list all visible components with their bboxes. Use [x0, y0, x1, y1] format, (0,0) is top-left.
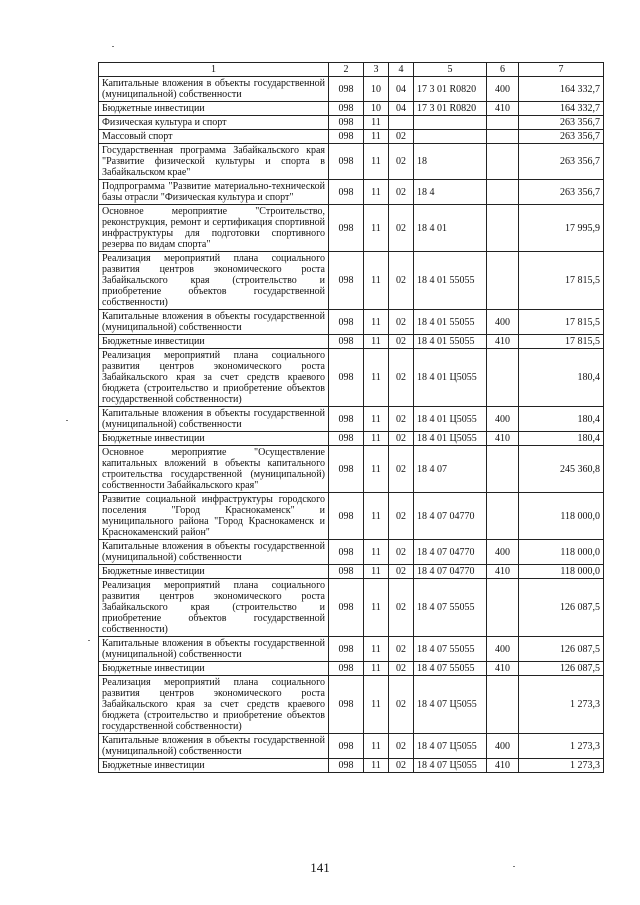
row-subsection-cell	[389, 116, 414, 130]
table-row	[99, 407, 604, 432]
row-expense-type-cell	[487, 205, 519, 252]
row-name-cell: Массовый спорт	[99, 130, 329, 144]
row-section-cell: 11	[364, 446, 389, 493]
row-name-cell: Капитальные вложения в объекты государственной (муниципальной) собственности	[99, 407, 329, 432]
table-row	[99, 205, 604, 252]
row-sum-cell: 126 087,5	[519, 579, 604, 637]
table-row	[99, 116, 604, 130]
row-target-code-cell: 18 4	[414, 180, 487, 205]
row-sum-cell: 17 815,5	[519, 335, 604, 349]
row-expense-type-cell: 410	[487, 759, 519, 773]
table-row	[99, 637, 604, 662]
row-grbs-cell: 098	[329, 579, 364, 637]
row-expense-type-cell	[487, 676, 519, 734]
row-section-cell: 11	[364, 565, 389, 579]
row-target-code-cell: 17 3 01 R0820	[414, 102, 487, 116]
table-row	[99, 335, 604, 349]
row-subsection-cell: 02	[389, 349, 414, 407]
row-name-cell: Реализация мероприятий плана социального развития центров экономического роста Забайкальского края за счет средств краевого бюджета (строительство и приобретение объектов государственной собственности)	[99, 676, 329, 734]
table-row	[99, 565, 604, 579]
row-target-code-cell: 18 4 07 04770	[414, 540, 487, 565]
row-grbs-cell: 098	[329, 116, 364, 130]
table-header-row	[99, 63, 604, 77]
table-row	[99, 579, 604, 637]
row-name-cell: Подпрограмма "Развитие материально-технической базы отрасли "Физическая культура и спорт"	[99, 180, 329, 205]
row-subsection-cell: 02	[389, 335, 414, 349]
row-name-cell: Реализация мероприятий плана социального развития центров экономического роста Забайкальского края (строительство и приобретение объектов государственной собственности)	[99, 252, 329, 310]
row-name-cell: Бюджетные инвестиции	[99, 565, 329, 579]
table-row	[99, 252, 604, 310]
row-name-cell: Реализация мероприятий плана социального развития центров экономического роста Забайкальского края (строительство и приобретение объектов государственной собственности)	[99, 579, 329, 637]
row-section-cell: 11	[364, 637, 389, 662]
row-sum-cell: 245 360,8	[519, 446, 604, 493]
row-section-cell: 11	[364, 335, 389, 349]
table-row	[99, 349, 604, 407]
row-section-cell: 11	[364, 205, 389, 252]
row-expense-type-cell: 400	[487, 637, 519, 662]
row-section-cell: 11	[364, 432, 389, 446]
row-sum-cell: 164 332,7	[519, 77, 604, 102]
scan-speck	[112, 46, 114, 47]
row-name-cell: Капитальные вложения в объекты государственной (муниципальной) собственности	[99, 540, 329, 565]
table-row	[99, 432, 604, 446]
row-grbs-cell: 098	[329, 180, 364, 205]
header-cell: 3	[364, 63, 389, 77]
row-grbs-cell: 098	[329, 446, 364, 493]
budget-table	[98, 62, 604, 773]
row-expense-type-cell	[487, 180, 519, 205]
row-subsection-cell: 02	[389, 205, 414, 252]
row-name-cell: Бюджетные инвестиции	[99, 335, 329, 349]
table-row	[99, 77, 604, 102]
row-target-code-cell: 18 4 01 55055	[414, 252, 487, 310]
row-name-cell: Основное мероприятие "Строительство, реконструкция, ремонт и сертификация спортивной инфраструктуры для подготовки спортивного резерва по видам спорта"	[99, 205, 329, 252]
row-name-cell: Бюджетные инвестиции	[99, 759, 329, 773]
table-row	[99, 180, 604, 205]
row-grbs-cell: 098	[329, 734, 364, 759]
row-target-code-cell: 18	[414, 144, 487, 180]
row-subsection-cell: 02	[389, 432, 414, 446]
table-row	[99, 130, 604, 144]
row-name-cell: Физическая культура и спорт	[99, 116, 329, 130]
row-subsection-cell: 02	[389, 579, 414, 637]
row-grbs-cell: 098	[329, 335, 364, 349]
row-section-cell: 11	[364, 116, 389, 130]
table-row	[99, 102, 604, 116]
row-target-code-cell: 18 4 01 Ц5055	[414, 432, 487, 446]
row-expense-type-cell: 410	[487, 432, 519, 446]
row-name-cell: Развитие социальной инфраструктуры городского поселения "Город Краснокаменск" и муниципального района "Город Краснокаменск и Краснокаменский район"	[99, 493, 329, 540]
row-sum-cell: 180,4	[519, 432, 604, 446]
row-target-code-cell: 18 4 07 55055	[414, 662, 487, 676]
row-section-cell: 11	[364, 349, 389, 407]
row-target-code-cell: 18 4 07 04770	[414, 493, 487, 540]
row-expense-type-cell	[487, 446, 519, 493]
row-sum-cell: 164 332,7	[519, 102, 604, 116]
row-target-code-cell: 18 4 07	[414, 446, 487, 493]
row-section-cell: 11	[364, 540, 389, 565]
row-target-code-cell: 18 4 01 55055	[414, 310, 487, 335]
row-name-cell: Капитальные вложения в объекты государственной (муниципальной) собственности	[99, 734, 329, 759]
row-expense-type-cell	[487, 252, 519, 310]
row-target-code-cell: 18 4 07 55055	[414, 579, 487, 637]
row-section-cell: 11	[364, 493, 389, 540]
row-subsection-cell: 02	[389, 637, 414, 662]
row-expense-type-cell: 410	[487, 565, 519, 579]
row-name-cell: Реализация мероприятий плана социального развития центров экономического роста Забайкальского края за счет средств краевого бюджета (строительство и приобретение объектов государственной собственности)	[99, 349, 329, 407]
row-name-cell: Бюджетные инвестиции	[99, 662, 329, 676]
row-section-cell: 11	[364, 759, 389, 773]
row-grbs-cell: 098	[329, 77, 364, 102]
row-subsection-cell: 02	[389, 407, 414, 432]
header-cell: 2	[329, 63, 364, 77]
row-grbs-cell: 098	[329, 310, 364, 335]
row-section-cell: 11	[364, 676, 389, 734]
table-row	[99, 493, 604, 540]
header-cell: 4	[389, 63, 414, 77]
row-sum-cell: 1 273,3	[519, 676, 604, 734]
row-target-code-cell: 18 4 07 Ц5055	[414, 734, 487, 759]
row-expense-type-cell: 400	[487, 734, 519, 759]
row-sum-cell: 263 356,7	[519, 116, 604, 130]
row-name-cell: Капитальные вложения в объекты государственной (муниципальной) собственности	[99, 310, 329, 335]
row-sum-cell: 17 995,9	[519, 205, 604, 252]
row-grbs-cell: 098	[329, 493, 364, 540]
row-sum-cell: 17 815,5	[519, 310, 604, 335]
row-section-cell: 11	[364, 579, 389, 637]
row-expense-type-cell: 400	[487, 310, 519, 335]
row-expense-type-cell: 400	[487, 77, 519, 102]
row-sum-cell: 263 356,7	[519, 144, 604, 180]
table-row	[99, 662, 604, 676]
row-grbs-cell: 098	[329, 759, 364, 773]
row-sum-cell: 180,4	[519, 407, 604, 432]
row-target-code-cell: 18 4 01 Ц5055	[414, 349, 487, 407]
row-sum-cell: 180,4	[519, 349, 604, 407]
header-cell: 7	[519, 63, 604, 77]
row-subsection-cell: 02	[389, 252, 414, 310]
row-sum-cell: 1 273,3	[519, 759, 604, 773]
row-target-code-cell	[414, 130, 487, 144]
row-target-code-cell	[414, 116, 487, 130]
row-sum-cell: 118 000,0	[519, 493, 604, 540]
row-grbs-cell: 098	[329, 205, 364, 252]
row-sum-cell: 118 000,0	[519, 565, 604, 579]
row-target-code-cell: 18 4 07 04770	[414, 565, 487, 579]
row-sum-cell: 263 356,7	[519, 130, 604, 144]
row-expense-type-cell: 400	[487, 540, 519, 565]
row-grbs-cell: 098	[329, 407, 364, 432]
row-subsection-cell: 02	[389, 144, 414, 180]
row-name-cell: Бюджетные инвестиции	[99, 432, 329, 446]
row-sum-cell: 17 815,5	[519, 252, 604, 310]
row-section-cell: 11	[364, 144, 389, 180]
table-row	[99, 446, 604, 493]
row-expense-type-cell: 410	[487, 662, 519, 676]
header-cell: 5	[414, 63, 487, 77]
row-subsection-cell: 02	[389, 180, 414, 205]
row-subsection-cell: 04	[389, 102, 414, 116]
row-expense-type-cell: 410	[487, 335, 519, 349]
row-expense-type-cell	[487, 144, 519, 180]
row-section-cell: 11	[364, 252, 389, 310]
table-row	[99, 734, 604, 759]
row-grbs-cell: 098	[329, 540, 364, 565]
row-grbs-cell: 098	[329, 102, 364, 116]
row-grbs-cell: 098	[329, 144, 364, 180]
header-cell: 1	[99, 63, 329, 77]
row-name-cell: Основное мероприятие "Осуществление капитальных вложений в объекты капитального строительства государственной (муниципальной) собственности Забайкальского края"	[99, 446, 329, 493]
row-name-cell: Капитальные вложения в объекты государственной (муниципальной) собственности	[99, 77, 329, 102]
row-sum-cell: 1 273,3	[519, 734, 604, 759]
row-section-cell: 11	[364, 310, 389, 335]
row-subsection-cell: 02	[389, 734, 414, 759]
row-grbs-cell: 098	[329, 637, 364, 662]
row-target-code-cell: 18 4 01 Ц5055	[414, 407, 487, 432]
row-expense-type-cell	[487, 579, 519, 637]
row-name-cell: Капитальные вложения в объекты государственной (муниципальной) собственности	[99, 637, 329, 662]
table-row	[99, 144, 604, 180]
row-sum-cell: 126 087,5	[519, 662, 604, 676]
scan-speck	[66, 420, 68, 421]
row-section-cell: 10	[364, 102, 389, 116]
row-grbs-cell: 098	[329, 130, 364, 144]
row-grbs-cell: 098	[329, 676, 364, 734]
row-subsection-cell: 02	[389, 662, 414, 676]
row-subsection-cell: 04	[389, 77, 414, 102]
row-target-code-cell: 18 4 01 55055	[414, 335, 487, 349]
row-section-cell: 11	[364, 662, 389, 676]
table-row	[99, 676, 604, 734]
header-cell: 6	[487, 63, 519, 77]
row-section-cell: 11	[364, 407, 389, 432]
row-subsection-cell: 02	[389, 676, 414, 734]
table-row	[99, 310, 604, 335]
row-grbs-cell: 098	[329, 252, 364, 310]
row-expense-type-cell	[487, 130, 519, 144]
row-grbs-cell: 098	[329, 432, 364, 446]
row-name-cell: Государственная программа Забайкальского края "Развитие физической культуры и спорта в Забайкальском крае"	[99, 144, 329, 180]
row-expense-type-cell: 410	[487, 102, 519, 116]
row-grbs-cell: 098	[329, 565, 364, 579]
table-row	[99, 540, 604, 565]
row-subsection-cell: 02	[389, 130, 414, 144]
row-section-cell: 11	[364, 130, 389, 144]
row-section-cell: 11	[364, 734, 389, 759]
row-subsection-cell: 02	[389, 493, 414, 540]
row-grbs-cell: 098	[329, 662, 364, 676]
row-name-cell: Бюджетные инвестиции	[99, 102, 329, 116]
scan-speck	[88, 640, 90, 641]
row-subsection-cell: 02	[389, 565, 414, 579]
row-target-code-cell: 18 4 07 55055	[414, 637, 487, 662]
row-expense-type-cell	[487, 493, 519, 540]
page-number: 141	[310, 860, 330, 875]
row-subsection-cell: 02	[389, 446, 414, 493]
row-section-cell: 10	[364, 77, 389, 102]
row-expense-type-cell: 400	[487, 407, 519, 432]
row-target-code-cell: 18 4 07 Ц5055	[414, 759, 487, 773]
row-grbs-cell: 098	[329, 349, 364, 407]
row-expense-type-cell	[487, 349, 519, 407]
row-subsection-cell: 02	[389, 759, 414, 773]
row-sum-cell: 126 087,5	[519, 637, 604, 662]
row-target-code-cell: 17 3 01 R0820	[414, 77, 487, 102]
row-sum-cell: 263 356,7	[519, 180, 604, 205]
table-row	[99, 759, 604, 773]
row-sum-cell: 118 000,0	[519, 540, 604, 565]
row-target-code-cell: 18 4 01	[414, 205, 487, 252]
row-subsection-cell: 02	[389, 540, 414, 565]
row-target-code-cell: 18 4 07 Ц5055	[414, 676, 487, 734]
row-subsection-cell: 02	[389, 310, 414, 335]
row-section-cell: 11	[364, 180, 389, 205]
row-expense-type-cell	[487, 116, 519, 130]
